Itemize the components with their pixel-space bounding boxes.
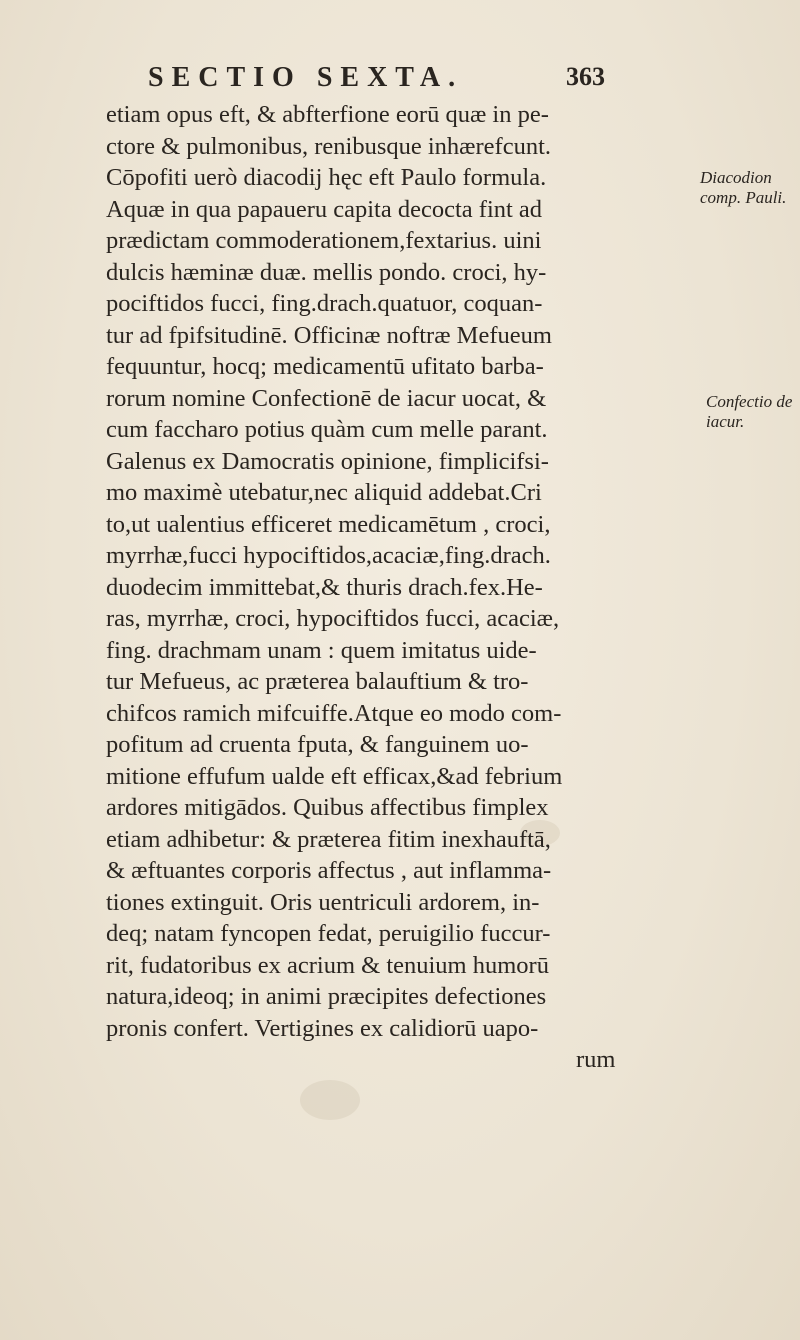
page-number: 363 bbox=[566, 62, 605, 91]
page-header bbox=[140, 62, 640, 102]
text-line: tur Mefueus, ac præterea balauftium & tro- bbox=[106, 668, 529, 695]
margin-note-diacodion bbox=[700, 168, 796, 208]
running-head: SECTIO SEXTA. bbox=[148, 62, 464, 93]
text-line: natura,ideoq; in animi præcipites defectiones bbox=[106, 983, 547, 1010]
text-line: tiones extinguit. Oris uentriculi ardorem, in- bbox=[106, 888, 540, 916]
text-line: mitione effufum ualde eft efficax,&ad febrium bbox=[106, 762, 563, 790]
margin-note-confectio bbox=[706, 392, 798, 432]
text-line: myrrhæ,fucci hypociftidos,acaciæ,fing.drach. bbox=[106, 542, 551, 569]
text-line: Aquæ in qua papaueru capita decocta fint ad bbox=[106, 195, 543, 223]
text-line: mo maximè utebatur,nec aliquid addebat.Cri bbox=[106, 479, 542, 506]
text-line: cum faccharo potius quàm cum melle parant. bbox=[106, 416, 548, 443]
text-line: etiam adhibetur: & præterea fitim inexhauftā, bbox=[106, 825, 551, 853]
text-line: deq; natam fyncopen fedat, peruigilio fuccur- bbox=[106, 920, 551, 947]
margin-note-line: comp. Pauli. bbox=[700, 188, 787, 207]
text-line: ctore & pulmonibus, renibusque inhærefcunt. bbox=[106, 132, 551, 160]
text-line: dulcis hæminæ duæ. mellis pondo. croci, hy- bbox=[106, 258, 547, 286]
text-line: to,ut ualentius efficeret medicamētum , croci, bbox=[106, 510, 551, 538]
text-line: rum bbox=[576, 1046, 616, 1073]
text-line: prædictam commoderationem,fextarius. uini bbox=[106, 227, 542, 254]
text-line: & æftuantes corporis affectus , aut inflamma- bbox=[106, 857, 552, 884]
text-line: chifcos ramich mifcuiffe.Atque eo modo com- bbox=[106, 699, 562, 727]
margin-note-line: Diacodion bbox=[700, 168, 772, 187]
text-line: fing. drachmam unam : quem imitatus uide- bbox=[106, 636, 537, 664]
text-line: rorum nomine Confectionē de iacur uocat, & bbox=[106, 384, 547, 412]
text-line: etiam opus eft, & abfterfione eorū quæ in pe- bbox=[106, 101, 549, 128]
text-line: tur ad fpifsitudinē. Officinæ noftræ Mefueum bbox=[106, 321, 552, 349]
text-line: fequuntur, hocq; medicamentū ufitato barba- bbox=[106, 353, 544, 380]
text-line: pronis confert. Vertigines ex calidiorū uapo- bbox=[106, 1014, 539, 1042]
text-line: ras, myrrhæ, croci, hypociftidos fucci, acaciæ, bbox=[106, 605, 560, 632]
text-line: rit, fudatoribus ex acrium & tenuium humorū bbox=[106, 951, 549, 979]
margin-note-line: Confectio de bbox=[706, 392, 793, 411]
text-line: Galenus ex Damocratis opinione, fimplicifsi- bbox=[106, 447, 549, 475]
text-line: Cōpofiti uerò diacodij hęc eft Paulo formula. bbox=[106, 164, 547, 191]
text-line: duodecim immittebat,& thuris drach.fex.He- bbox=[106, 573, 543, 601]
text-line: pociftidos fucci, fing.drach.quatuor, coquan- bbox=[106, 290, 543, 317]
text-line: ardores mitigādos. Quibus affectibus fimplex bbox=[106, 794, 549, 821]
text-line: pofitum ad cruenta fputa, & fanguinem uo- bbox=[106, 731, 529, 758]
paper-stain bbox=[300, 1080, 360, 1120]
body-text bbox=[106, 99, 746, 1076]
margin-note-line: iacur. bbox=[706, 412, 745, 431]
